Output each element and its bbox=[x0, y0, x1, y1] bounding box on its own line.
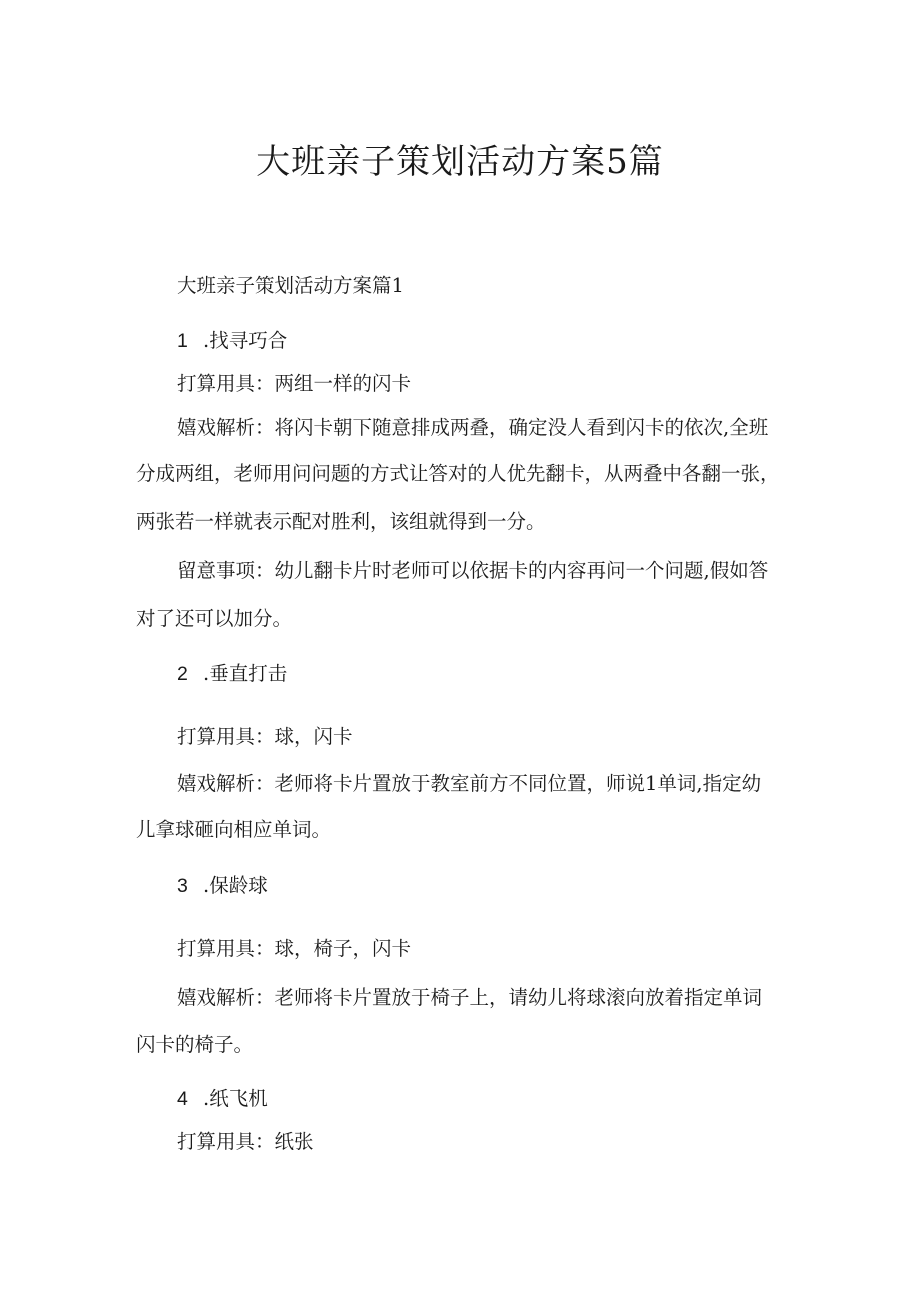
item-heading-3 bbox=[177, 872, 268, 900]
item-name: .保龄球 bbox=[203, 874, 268, 897]
item-heading-1 bbox=[177, 327, 287, 355]
item-analysis-2-line-2: 儿拿球砸向相应单词。 bbox=[136, 818, 332, 841]
item-notes-1-line-1: 留意事项：幼儿翻卡片时老师可以依据卡的内容再问一个问题,假如答 bbox=[177, 559, 769, 582]
item-analysis-2-line-1: 嬉戏解析：老师将卡片置放于教室前方不同位置，师说1单词,指定幼 bbox=[177, 772, 762, 795]
item-number: 3 bbox=[177, 875, 188, 897]
document-title: 大班亲子策划活动方案5篇 bbox=[256, 142, 664, 182]
item-analysis-1-line-1: 嬉戏解析：将闪卡朝下随意排成两叠，确定没人看到闪卡的依次,全班 bbox=[177, 416, 769, 439]
item-heading-2 bbox=[177, 660, 287, 688]
section-heading: 大班亲子策划活动方案篇1 bbox=[177, 274, 404, 297]
item-name: .纸飞机 bbox=[203, 1087, 268, 1110]
item-tools-2: 打算用具：球，闪卡 bbox=[177, 725, 353, 748]
item-tools-1: 打算用具：两组一样的闪卡 bbox=[177, 372, 412, 395]
item-analysis-1-line-3: 两张若一样就表示配对胜利，该组就得到一分。 bbox=[136, 510, 546, 533]
item-analysis-1-line-2: 分成两组，老师用问问题的方式让答对的人优先翻卡，从两叠中各翻一张， bbox=[136, 462, 780, 485]
item-analysis-3-line-1: 嬉戏解析：老师将卡片置放于椅子上，请幼儿将球滚向放着指定单词 bbox=[177, 986, 763, 1009]
item-number: 1 bbox=[177, 330, 188, 352]
item-name: .找寻巧合 bbox=[203, 329, 288, 352]
item-number: 4 bbox=[177, 1088, 188, 1110]
item-heading-4 bbox=[177, 1085, 268, 1113]
item-name: .垂直打击 bbox=[203, 662, 288, 685]
item-tools-4: 打算用具：纸张 bbox=[177, 1130, 314, 1153]
item-tools-3: 打算用具：球，椅子，闪卡 bbox=[177, 937, 412, 960]
item-analysis-3-line-2: 闪卡的椅子。 bbox=[136, 1033, 254, 1056]
item-number: 2 bbox=[177, 663, 188, 685]
item-notes-1-line-2: 对了还可以加分。 bbox=[136, 607, 293, 630]
